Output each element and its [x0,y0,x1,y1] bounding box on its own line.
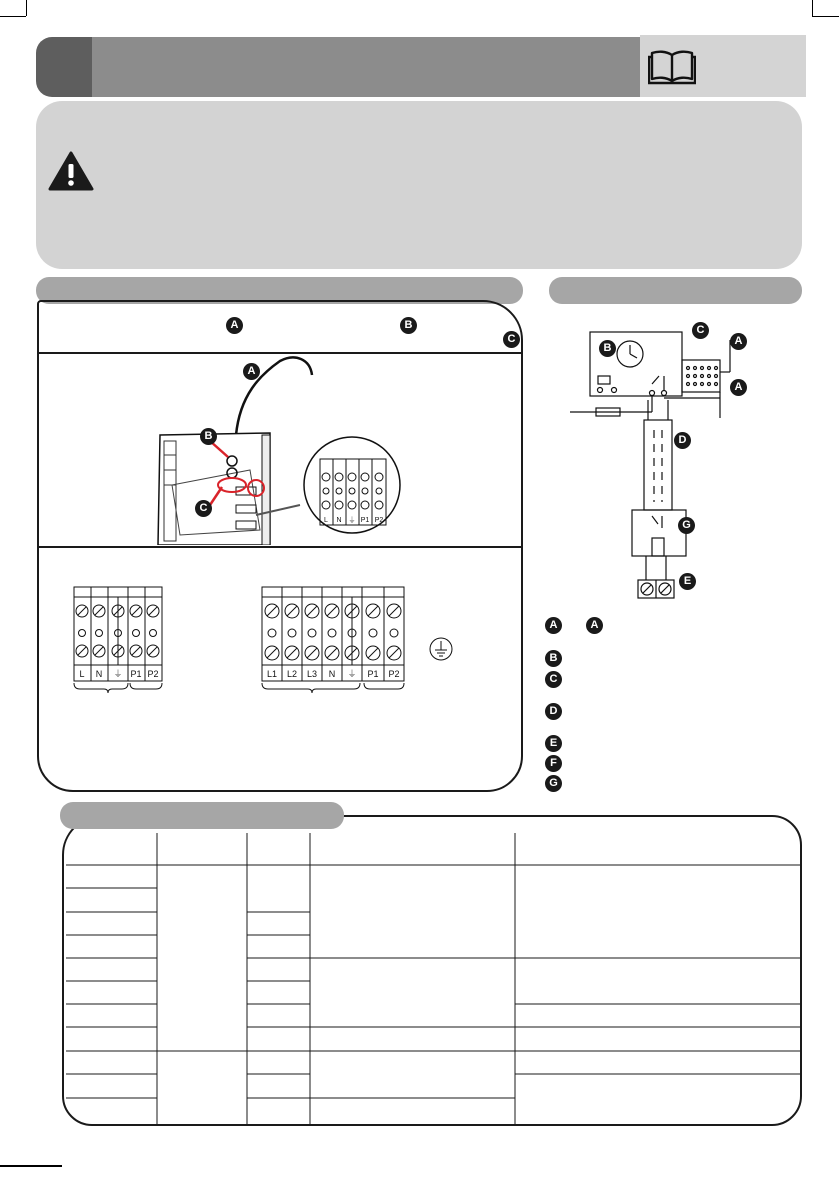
terminal-label: P2 [388,669,400,679]
heater-connection-illustration [150,355,410,545]
badge-d-diagram: D [674,432,691,449]
crop-mark [812,16,839,17]
crop-mark [0,1165,62,1167]
wiring-diagram [560,318,760,608]
badge-a: A [226,317,243,334]
header-icon-area [640,35,806,97]
terminal-label: P1 [367,669,379,679]
legend-badge-d: D [545,703,562,720]
earth-ground-icon [428,636,454,662]
badge-c-diagram: C [692,322,709,339]
badge-a-diagram: A [730,333,747,350]
zoom-terminal-label: P2 [374,517,384,524]
badge-c-photo: C [195,500,212,517]
diagram-section-bar [549,277,802,304]
terminal-block-single-phase [70,583,166,693]
zoom-terminal-label: L [324,517,328,524]
badge-c: C [503,331,520,348]
badge-g-diagram: G [678,517,695,534]
terminal-label: L2 [286,669,298,679]
warning-triangle-icon [48,151,94,191]
legend-badge-a: A [545,617,562,634]
terminal-block-three-phase [258,583,408,693]
badge-a-diagram: A [730,379,747,396]
crop-mark [812,0,813,16]
crop-mark [0,16,26,17]
badge-b-diagram: B [599,340,616,357]
terminal-label: L1 [266,669,278,679]
badge-b: B [400,317,417,334]
legend-badge-e: E [545,735,562,752]
badge-b-photo: B [200,428,217,445]
page-title [108,50,628,84]
crop-mark [26,0,27,16]
badge-a-photo: A [243,363,260,380]
terminal-label: L3 [306,669,318,679]
terminal-label: P2 [147,669,159,679]
legend-badge-a: A [586,617,603,634]
badge-e-diagram: E [679,573,696,590]
legend-badge-c: C [545,671,562,688]
divider [38,352,522,354]
header-tab [36,37,92,97]
divider [38,546,522,548]
legend-badge-b: B [545,650,562,667]
terminal-label: L [79,669,85,679]
terminal-label: P1 [130,669,142,679]
terminal-label: N [328,669,336,679]
terminal-label: ⏚ [113,669,123,679]
terminal-label: N [95,669,103,679]
warning-text [108,124,788,244]
spec-table-grid [62,815,802,1126]
manual-book-icon [648,49,696,85]
zoom-terminal-label: ⏚ [348,517,356,524]
terminal-label: ⏚ [347,669,357,679]
legend-badge-g: G [545,775,562,792]
zoom-terminal-label: N [336,517,342,524]
zoom-terminal-label: P1 [360,517,370,524]
legend-badge-f: F [545,755,562,772]
